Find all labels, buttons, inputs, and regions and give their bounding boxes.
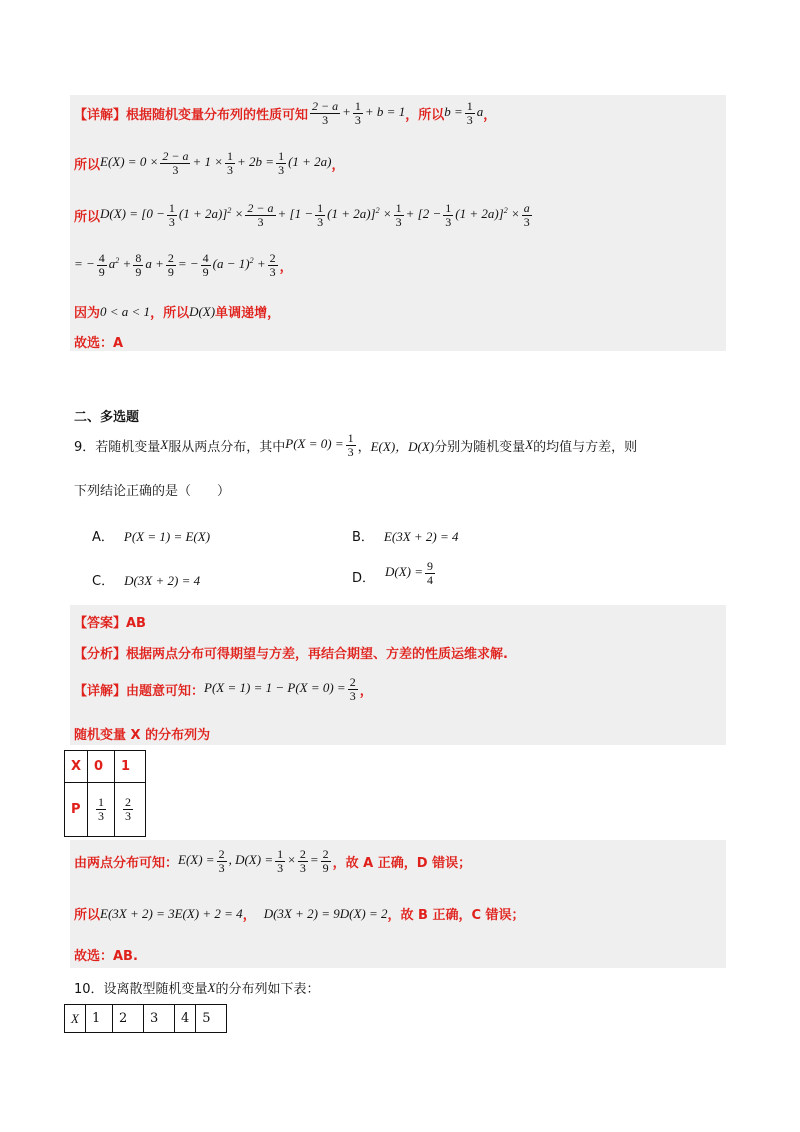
text: ， [331, 157, 345, 173]
question-9-line-2 [74, 480, 230, 499]
table-cell: P [65, 783, 88, 837]
text: 下列结论正确的是（ ） [74, 484, 231, 499]
formula: D(3X + 2) = 4 [124, 573, 201, 588]
detail-label: 【详解】根据随机变量分布列的性质可知 [74, 107, 309, 123]
text: 因为 [74, 306, 101, 321]
formula: E(X) = $\frac{2}{3}$ , D(X) = $\frac{1}{3}$ × $\frac{2}{3}$ = $\frac{2}{9}$ [178, 847, 329, 875]
option-label: D． [352, 571, 376, 587]
formula: D(X) [189, 303, 216, 319]
option-c[interactable] [92, 570, 200, 589]
table-cell: X [65, 1005, 86, 1033]
text: 服从两点分布，其中 [168, 439, 286, 455]
table-cell: 4 [174, 1005, 195, 1033]
detail-line-4 [74, 252, 293, 278]
option-label: A． [92, 530, 114, 545]
conclusion-line-2 [74, 904, 525, 923]
conclusion-line-1 [74, 848, 471, 874]
text: 的均值与方差，则 [533, 439, 638, 455]
text: 由两点分布可知： [74, 855, 179, 871]
text: 10．设离散型随机变量 [74, 982, 208, 997]
section-title: 二、多选题 [74, 410, 140, 425]
analysis-line [74, 643, 508, 662]
detail-label: 【详解】由题意可知： [74, 683, 205, 699]
text: ， [483, 107, 497, 123]
text: ， [279, 259, 293, 275]
formula: E(3X + 2) = 3E(X) + 2 = 4 [100, 905, 243, 921]
q10-distribution-table [64, 1004, 227, 1033]
dist-title-line [74, 724, 210, 743]
conclusion-line-3 [74, 945, 138, 964]
table-cell: 5 [196, 1005, 227, 1033]
formula: D(3X + 2) = 9D(X) = 2 [263, 905, 388, 921]
text: 的分布列如下表： [215, 982, 320, 997]
table-cell: 3 [143, 1005, 174, 1033]
question-9-line-1 [74, 432, 637, 458]
option-label: B． [352, 530, 374, 545]
formula: E(3X + 2) = 4 [383, 529, 459, 544]
detail-line-5 [74, 302, 280, 321]
text: 所以 [74, 908, 101, 923]
formula: b = $\frac{1}{3}$ a [444, 99, 484, 127]
formula: P(X = 1) = E(X) [123, 529, 211, 544]
detail-line-1 [74, 100, 496, 126]
answer-line [74, 612, 146, 631]
detail-line-6 [74, 332, 123, 351]
text: 单调递增， [215, 306, 281, 321]
formula: D(X) = [0 − $\frac{1}{3}$ (1 + 2a)]$^2$ × $\frac{2 - a}{3}$ + [1 − $\frac{1}{3}$ (1 + 2a)]$^2$ × $\frac{1}{3}$ + [2 − $\frac{1}{3}$ (1 + 2a)]$^2$ × $\frac{a}{3}$ [100, 201, 530, 229]
table-cell: X [65, 751, 88, 783]
answer-choice: 故选：A [74, 336, 124, 351]
text: ， [359, 683, 373, 699]
text: ，故 A 正确，D 错误； [332, 855, 472, 871]
detail-line [74, 676, 373, 702]
detail-line-3 [74, 202, 534, 228]
var-X: X [525, 437, 534, 453]
formula: = − $\frac{4}{9}$ $a^2$ + $\frac{8}{9}$ a + $\frac{2}{9}$ = − $\frac{4}{9}$ $(a - 1)^2$ + $\frac{2}{3}$ [74, 251, 276, 279]
formula: E(X) = 0 × $\frac{2 - a}{3}$ + 1 × $\frac{1}{3}$ + 2b = $\frac{1}{3}$ (1 + 2a) [100, 149, 332, 177]
formula: 0 < a < 1 [100, 303, 151, 319]
formula: D(X) = $\frac{9}{4}$ [385, 559, 434, 587]
answer-label: 【答案】AB [74, 616, 146, 631]
answer-choice: 故选：AB. [74, 949, 138, 964]
formula: P(X = 0) = $\frac{1}{3}$ [285, 431, 354, 459]
table-cell: $\frac{1}{3}$ [88, 783, 115, 837]
detail-line-2 [74, 150, 345, 176]
text: 9．若随机变量 [74, 439, 161, 455]
table-cell: 2 [112, 1005, 143, 1033]
table-cell: 0 [88, 751, 115, 783]
table-cell: $\frac{2}{3}$ [115, 783, 146, 837]
distribution-table [64, 750, 146, 837]
analysis-label: 【分析】根据两点分布可得期望与方差，再结合期望、方差的性质运维求解. [74, 647, 508, 662]
text: ，所以 [405, 107, 445, 123]
table-cell: 1 [115, 751, 146, 783]
text: 所以 [74, 157, 101, 173]
text: 随机变量 X 的分布列为 [74, 728, 211, 743]
formula: E(X)，D(X) [370, 438, 435, 454]
text: ， [357, 439, 371, 455]
text: ， [242, 908, 256, 923]
text: 分别为随机变量 [434, 439, 526, 455]
formula: $\frac{2 - a}{3}$ + $\frac{1}{3}$ + b = 1 [312, 99, 406, 127]
text: ，所以 [150, 306, 190, 321]
table-cell: 1 [85, 1005, 112, 1033]
text: 所以 [74, 209, 101, 225]
var-X: X [207, 979, 216, 995]
option-label: C． [92, 574, 115, 589]
option-b[interactable] [352, 512, 459, 545]
option-d[interactable] [352, 560, 437, 586]
option-a[interactable] [92, 512, 210, 545]
text: ，故 B 正确，C 错误； [387, 908, 525, 923]
var-X: X [160, 437, 169, 453]
question-10-line-1 [74, 978, 320, 997]
formula: P(X = 1) = 1 − P(X = 0) = $\frac{2}{3}$ [204, 675, 356, 703]
